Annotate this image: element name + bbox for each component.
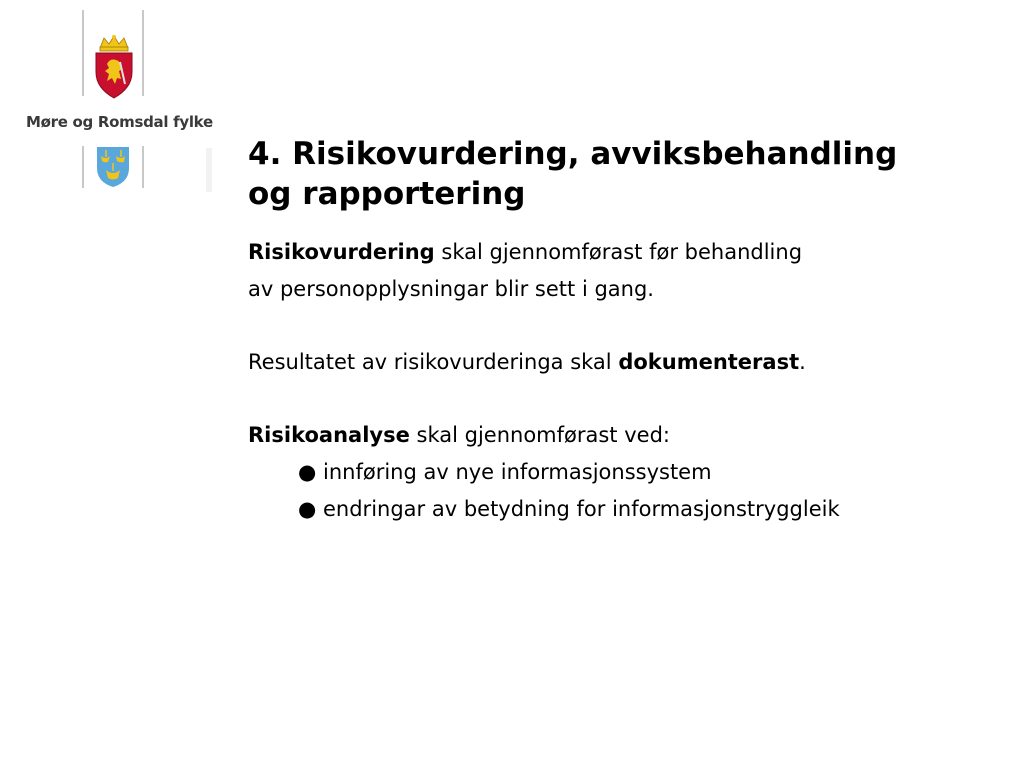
paragraph-text: skal gjennomførast før behandling [434,240,803,264]
paragraph-text: skal gjennomførast ved: [409,423,670,447]
term-risikovurdering: Risikovurdering [248,240,435,264]
bullet-item: ● endringar av betydning for informasjonstryggleik [298,497,840,521]
county-logo [18,8,214,194]
title-line: 4. Risikovurdering, avviksbehandling [248,136,898,172]
spacer [248,308,1008,344]
logo-text: Møre og Romsdal fylke [26,113,213,131]
county-shield-icon [96,146,130,188]
logo-divider [142,10,144,96]
coat-of-arms-icon [92,34,136,100]
bullet-item: ● innføring av nye informasjonssystem [298,460,712,484]
logo-edge [206,148,212,192]
term-dokumenterast: dokumenterast [618,350,800,374]
logo-divider [142,146,144,188]
paragraph-risk-assessment [248,234,1008,271]
paragraph-risk-analysis [248,417,1008,454]
spacer [248,381,1008,417]
slide-title [248,134,988,214]
paragraph-documentation [248,344,1008,381]
paragraph-text: Resultatet av risikovurderinga skal [248,350,619,374]
term-risikoanalyse: Risikoanalyse [248,423,410,447]
slide-body [248,234,1008,528]
title-line: og rapportering [248,176,526,212]
paragraph-text: . [799,350,806,374]
paragraph-text: av personopplysningar blir sett i gang. [248,277,654,301]
logo-divider [82,146,84,188]
logo-divider [82,10,84,96]
